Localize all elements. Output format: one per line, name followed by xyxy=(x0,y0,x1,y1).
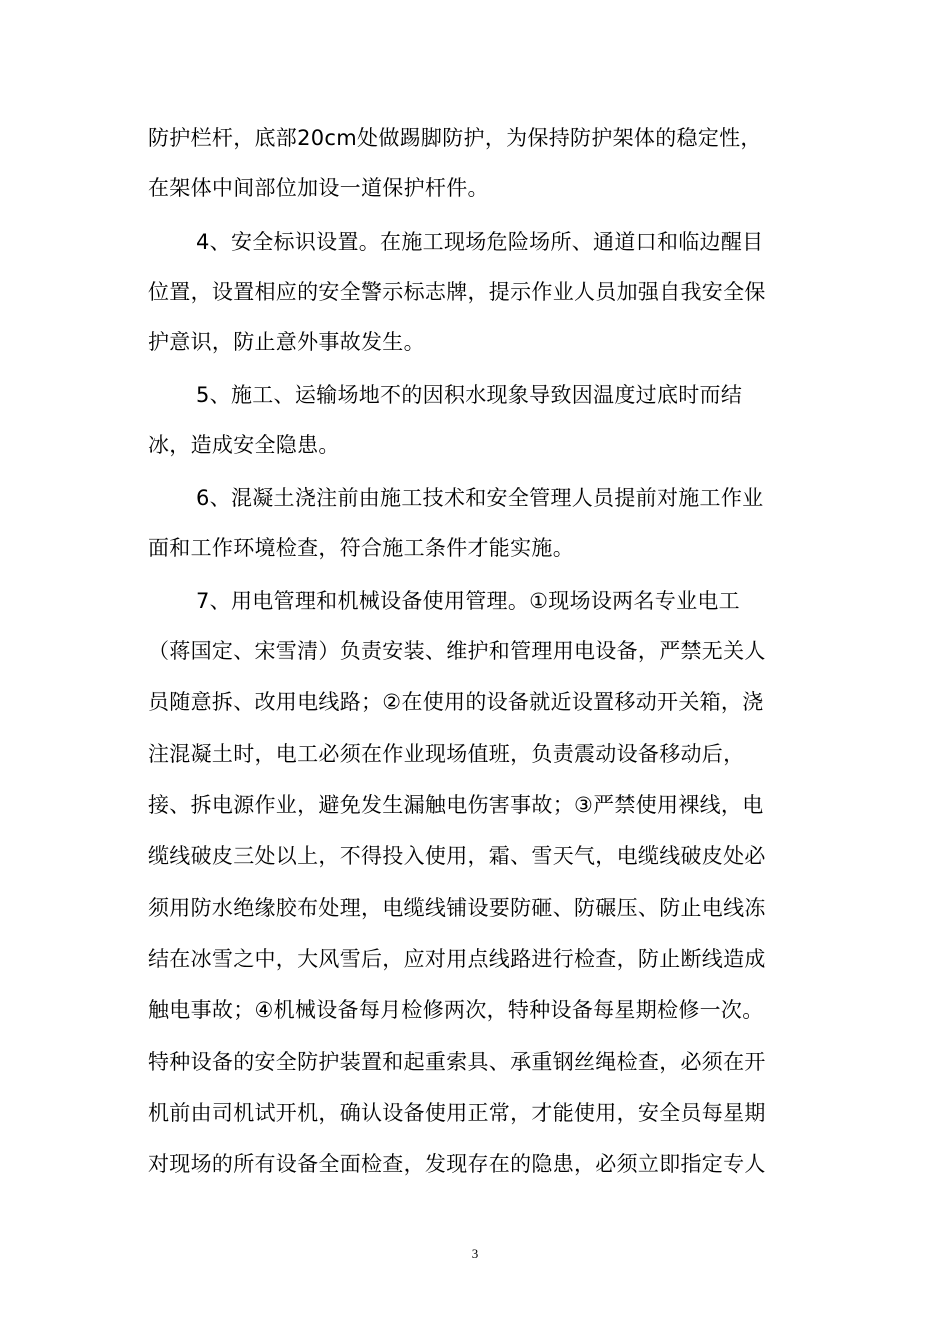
text-line-21: 对现场的所有设备全面检查，发现存在的隐患，必须立即指定专人 xyxy=(148,1152,766,1176)
text-line-9: 面和工作环境检查，符合施工条件才能实施。 xyxy=(148,536,574,560)
text-line-13: 注混凝土时，电工必须在作业现场值班，负责震动设备移动后， xyxy=(148,742,745,766)
page-number: 3 xyxy=(471,1246,479,1261)
text-line-10: 7、用电管理和机械设备使用管理。①现场设两名专业电工 xyxy=(196,589,740,613)
text-line-5: 护意识，防止意外事故发生。 xyxy=(148,330,425,354)
text-line-16: 须用防水绝缘胶布处理，电缆线铺设要防砸、防碾压、防止电线冻 xyxy=(148,896,766,920)
text-line-3: 4、安全标识设置。在施工现场危险场所、通道口和临边醒目 xyxy=(196,230,764,254)
text-line-14: 接、拆电源作业，避免发生漏触电伤害事故；③严禁使用裸线，电 xyxy=(148,793,764,817)
text-line-19: 特种设备的安全防护装置和起重索具、承重钢丝绳检查，必须在开 xyxy=(148,1050,766,1074)
text-line-2: 在架体中间部位加设一道保护杆件。 xyxy=(148,176,489,200)
text-line-8: 6、混凝土浇注前由施工技术和安全管理人员提前对施工作业 xyxy=(196,486,764,510)
text-line-17: 结在冰雪之中，大风雪后，应对用点线路进行检查，防止断线造成 xyxy=(148,947,766,971)
text-line-6: 5、施工、运输场地不的因积水现象导致因温度过底时而结 xyxy=(196,383,743,407)
text-line-7: 冰，造成安全隐患。 xyxy=(148,433,340,457)
text-line-1: 防护栏杆，底部20cm处做踢脚防护，为保持防护架体的稳定性， xyxy=(148,126,762,150)
text-line-4: 位置，设置相应的安全警示标志牌，提示作业人员加强自我安全保 xyxy=(148,280,766,304)
text-line-12: 员随意拆、改用电线路；②在使用的设备就近设置移动开关箱，浇 xyxy=(148,690,764,714)
text-line-18: 触电事故；④机械设备每月检修两次，特种设备每星期检修一次。 xyxy=(148,998,764,1022)
text-line-11: （蒋国定、宋雪清）负责安装、维护和管理用电设备，严禁无关人 xyxy=(148,639,766,663)
text-line-20: 机前由司机试开机，确认设备使用正常，才能使用，安全员每星期 xyxy=(148,1101,766,1125)
text-line-15: 缆线破皮三处以上，不得投入使用，霜、雪天气，电缆线破皮处必 xyxy=(148,844,766,868)
